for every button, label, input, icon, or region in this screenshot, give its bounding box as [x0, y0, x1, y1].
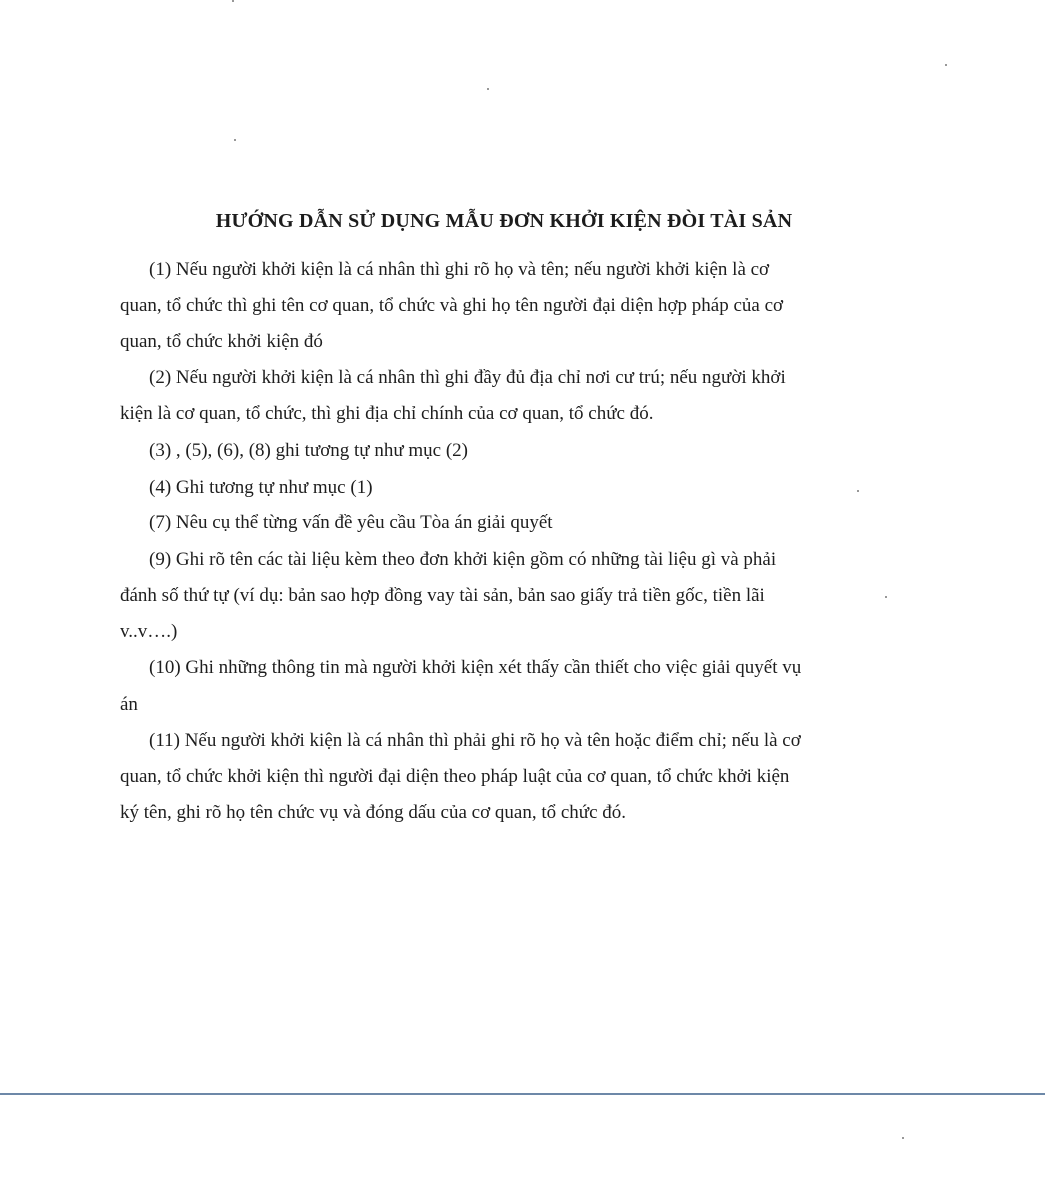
text-line: (9) Ghi rõ tên các tài liệu kèm theo đơn khởi kiện gồm có những tài liệu gì và phải [149, 549, 777, 570]
text-line: đánh số thứ tự (ví dụ: bản sao hợp đồng vay tài sản, bản sao giấy trả tiền gốc, tiền lãi [120, 585, 765, 606]
scan-speck [232, 0, 234, 2]
text-line: án [120, 694, 138, 715]
footer-rule [0, 1093, 1045, 1095]
scan-speck [945, 64, 947, 66]
text-line: (4) Ghi tương tự như mục (1) [149, 477, 373, 498]
scan-speck [487, 88, 489, 90]
text-line: quan, tổ chức khởi kiện đó [120, 331, 323, 352]
scan-speck [902, 1137, 904, 1139]
text-line: quan, tổ chức thì ghi tên cơ quan, tổ chức và ghi họ tên người đại diện hợp pháp của cơ [120, 295, 784, 316]
text-line: (3) , (5), (6), (8) ghi tương tự như mục (2) [149, 440, 469, 461]
scan-speck [885, 596, 887, 598]
text-line: (10) Ghi những thông tin mà người khởi kiện xét thấy cần thiết cho việc giải quyết vụ [149, 657, 802, 678]
document-title: HƯỚNG DẪN SỬ DỤNG MẪU ĐƠN KHỞI KIỆN ĐÒI TÀI SẢN [215, 210, 793, 232]
text-line: (7) Nêu cụ thể từng vấn đề yêu cầu Tòa án giải quyết [149, 512, 553, 533]
text-line: (11) Nếu người khởi kiện là cá nhân thì phải ghi rõ họ và tên hoặc điểm chỉ; nếu là cơ [149, 730, 801, 751]
text-line: v..v….) [120, 621, 178, 642]
text-line: kiện là cơ quan, tổ chức, thì ghi địa chỉ chính của cơ quan, tổ chức đó. [120, 403, 654, 424]
scan-speck [234, 139, 236, 141]
text-line: quan, tổ chức khởi kiện thì người đại diện theo pháp luật của cơ quan, tổ chức khởi kiện [120, 766, 790, 787]
text-line: (2) Nếu người khởi kiện là cá nhân thì ghi đầy đủ địa chỉ nơi cư trú; nếu người khởi [149, 367, 786, 388]
scan-speck [857, 490, 859, 492]
text-line: (1) Nếu người khởi kiện là cá nhân thì ghi rõ họ và tên; nếu người khởi kiện là cơ [149, 259, 770, 280]
text-line: ký tên, ghi rõ họ tên chức vụ và đóng dấu của cơ quan, tổ chức đó. [120, 802, 627, 823]
